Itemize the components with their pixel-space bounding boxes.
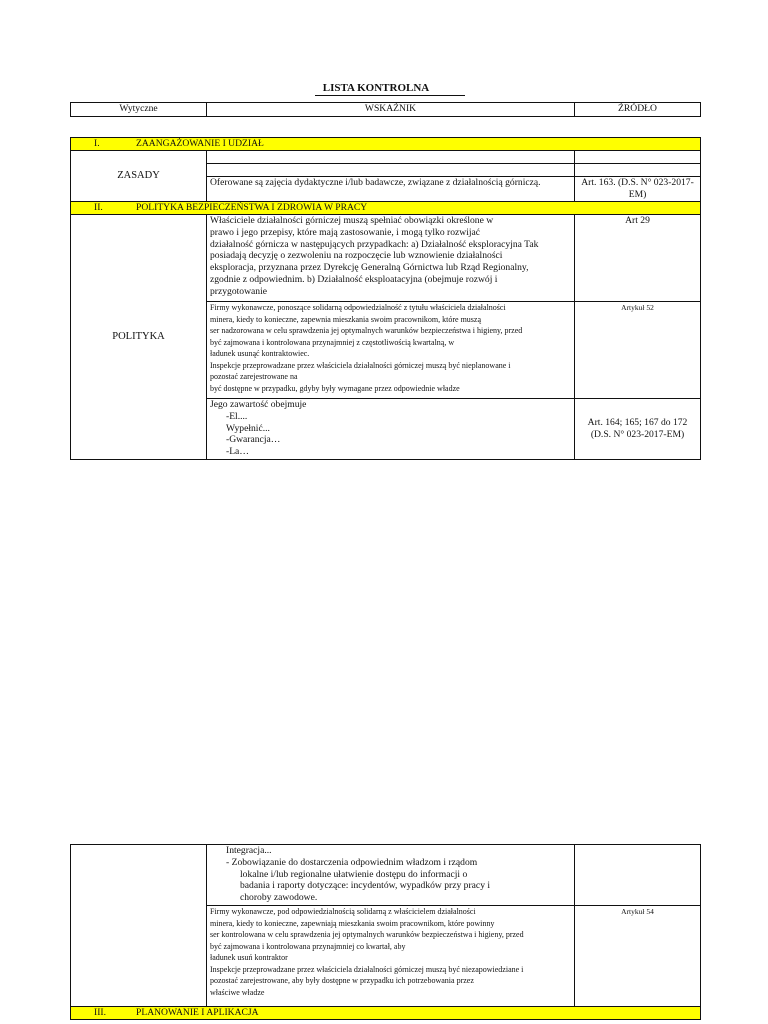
source-cell: Art 29 <box>575 215 701 302</box>
guideline-label: ZASADY <box>71 151 207 202</box>
source-cell: Art. 163. (D.S. N° 023-2017-EM) <box>575 177 701 202</box>
indicator-cell: Integracja... - Zobowiązanie do dostarczenia odpowiednim władzom i rządom lokalne i/lub regionalne ułatwienie dostępu do informacji o badania i raporty dotyczące: incydentów, wypadków przy pracy i choroby zawodowe. <box>207 845 575 906</box>
section-header <box>71 202 701 215</box>
source-cell <box>575 845 701 906</box>
page-title: LISTA KONTROLNA <box>0 82 768 94</box>
source-cell <box>575 151 701 164</box>
header-source: ŹRÓDŁO <box>575 103 701 117</box>
indicator-cell <box>207 151 575 164</box>
header-guidelines: Wytyczne <box>71 103 207 117</box>
indicator-cell: Jego zawartość obejmuje -El.... Wypełnić... -Gwarancja… -La… <box>207 399 575 460</box>
guideline-label: POLITYKA <box>71 215 207 460</box>
indicator-cell: Oferowane są zajęcia dydaktyczne i/lub badawcze, związane z działalnością górniczą. <box>207 177 575 202</box>
section-title-1: I. ZAANGAŻOWANIE I UDZIAŁ <box>71 138 701 151</box>
table-row <box>71 151 701 164</box>
header-row <box>71 103 701 117</box>
indicator-cell <box>207 164 575 177</box>
section-title-3: III. PLANOWANIE I APLIKACJA <box>71 1007 701 1020</box>
header-indicator: WSKAŹNIK <box>207 103 575 117</box>
checklist-table <box>70 137 701 460</box>
section-header <box>71 1007 701 1020</box>
indicator-cell: Firmy wykonawcze, pod odpowiedzialnością solidarną z właścicielem działalności minera, kiedy to konieczne, zapewniają mieszkania swoim pracownikom, które powinny ser kontrolowana w celu sprawdzenia jej optymalnych warunków bezpieczeństwa i higieny, przed być zajmowana i kontrolowana przynajmniej co kwartał, aby ładunek usuń kontraktor Inspekcje przeprowadzane przez właściciela działalności górniczej muszą być niezapowiedziane i pozostać zarejestrowane, aby były dostępne w przypadku ich potrzebowania przez właściwe władze <box>207 906 575 1007</box>
source-cell: Artykuł 52 <box>575 302 701 399</box>
source-cell <box>575 164 701 177</box>
source-cell: Art. 164; 165; 167 do 172 (D.S. N° 023-2017-EM) <box>575 399 701 460</box>
section-title-2: II. POLITYKA BEZPIECZEŃSTWA I ZDROWIA W PRACY <box>71 202 701 215</box>
indicator-cell: Właściciele działalności górniczej muszą spełniać obowiązki określone w prawo i jego przepisy, które mają zastosowanie, i mogą tylko rozwijać działalność górnicza w następujących przypadkach: a) Działalność eksploracyjna Tak posiadają decyzję o zezwoleniu na rozpoczęcie lub wznowienie działalności eksploracja, przyznana przez Dyrekcję Generalną Górnictwa lub Rząd Regionalny, zgodnie z odpowiednim. b) Działalność eksploatacyjna (obejmuje rozwój i przygotowanie <box>207 215 575 302</box>
checklist-table-continued <box>70 844 701 1020</box>
indicator-cell: Firmy wykonawcze, ponoszące solidarną odpowiedzialność z tytułu właściciela działalności minera, kiedy to konieczne, zapewnia mieszkania swoim pracownikom, które muszą ser nadzorowana w celu sprawdzenia jej optymalnych warunków bezpieczeństwa i higieny, przed być zajmowana i kontrolowana przynajmniej z częstotliwością kwartalną, w ładunek usunąć kontraktowiec. Inspekcje przeprowadzane przez właściciela działalności górniczej muszą być nieplanowane i pozostać zarejestrowane na być dostępne w przypadku, gdyby były wymagane przez odpowiednie władze <box>207 302 575 399</box>
table-row <box>71 215 701 302</box>
table-row <box>71 845 701 906</box>
section-header <box>71 138 701 151</box>
guideline-label <box>71 845 207 1007</box>
header-table <box>70 102 701 117</box>
source-cell: Artykuł 54 <box>575 906 701 1007</box>
